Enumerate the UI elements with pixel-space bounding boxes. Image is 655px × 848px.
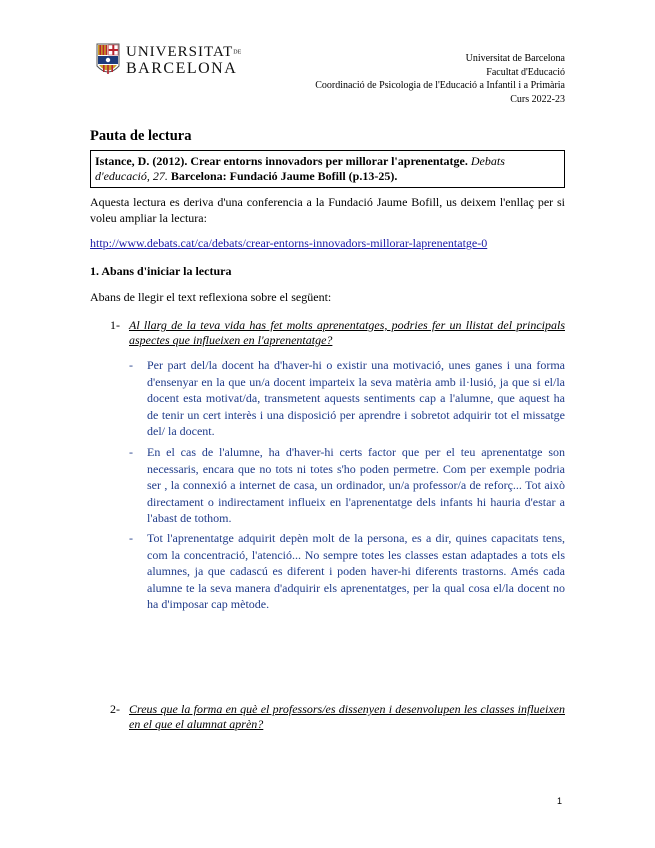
question-text: Creus que la forma en què el professors/es dissenyen i desenvolupen les classes influeixen en el que el alumnat aprèn?: [129, 702, 565, 731]
question-number: 1-: [110, 318, 120, 332]
university-logo: [96, 42, 242, 82]
page-number: 1: [557, 796, 563, 806]
question-number: 2-: [110, 702, 120, 716]
document-header: [315, 52, 565, 106]
answer-text: Tot l'aprenentatge adquirit depèn molt de la persona, es a dir, quines capacitats tens, com la concentració, l'atenció... No sempre totes les classes estan adaptades a tots els alumnes, ja que cadascú es diferent i poden haver-hi diferents trastorns. Amés cada alumne te la seva manera d'adquirir els aprenentatges, per la qual cosa el/la docent no ha d'imposar cap mètode.: [147, 531, 565, 611]
section-heading: 1. Abans d'iniciar la lectura: [90, 264, 232, 278]
article-link[interactable]: http://www.debats.cat/ca/debats/crear-entorns-innovadors-millorar-laprenentatge-0: [90, 236, 488, 250]
instruction-text: Abans de llegir el text reflexiona sobre el següent:: [90, 290, 332, 304]
answer-text: En el cas de l'alumne, ha d'haver-hi certs factor que per el teu aprenentatge son necessaris, encara que no tots ni totes s'ho poden permetre. Com per exemple podria ser , la connexió a internet de casa, un ordinador, un/a professor/a de reforç... Tot això directament o indirectament influeix en l'aprenentatge dels infants hi hauria d'estar a l'abast de tothom.: [147, 445, 565, 525]
page-title: Pauta de lectura: [90, 128, 192, 144]
list-dash: -: [129, 531, 133, 545]
reference-author: Istance, D. (2012).: [95, 154, 191, 168]
answer-item: [129, 357, 565, 440]
header-faculty: Facultat d'Educació: [486, 66, 565, 78]
intro-paragraph: Aquesta lectura es deriva d'una conferencia a la Fundació Jaume Bofill, us deixem l'enllaç per si voleu ampliar la lectura:: [90, 195, 565, 225]
reference-publisher: Barcelona: Fundació Jaume Bofill (p.13-25).: [167, 169, 398, 183]
list-dash: -: [129, 445, 133, 459]
university-seal-icon: [96, 42, 120, 78]
answer-item: [129, 530, 565, 613]
reference-work: Crear entorns innovadors per millorar l'aprenentatge.: [190, 154, 471, 168]
header-coordination: Coordinació de Psicologia de l'Educació a Infantil i a Primària: [315, 80, 565, 91]
header-university: Universitat de Barcelona: [465, 53, 565, 64]
answer-item: [129, 444, 565, 527]
question-2: [110, 702, 565, 731]
question-text: Al llarg de la teva vida has fet molts aprenentatges, podries fer un llistat del principals aspectes que influeixen en l'aprenentatge?: [129, 318, 565, 347]
reference-box: [90, 150, 565, 188]
question-1: [110, 318, 565, 347]
logo-text-barcelona: BARCELONA: [126, 60, 238, 77]
reference-journal: Debats d'educació, 27.: [95, 154, 505, 183]
answer-text: Per part del/la docent ha d'haver-hi o existir una motivació, unes ganes i una forma d'ensenyar en la que un/a docent imparteix la seva matèria amb il·lusió, ja que si el/la docent esta motivat/da, transmetent aquests sentiments cap a l'alumne, que aquest ha de tenir un cert interès i una disposició per aprendre i sobretot adquirir tot el missatge del/ la docent.: [147, 358, 565, 438]
logo-text-universitat: UNIVERSITATDE: [126, 44, 242, 60]
list-dash: -: [129, 358, 133, 372]
header-course: Curs 2022-23: [510, 93, 565, 105]
